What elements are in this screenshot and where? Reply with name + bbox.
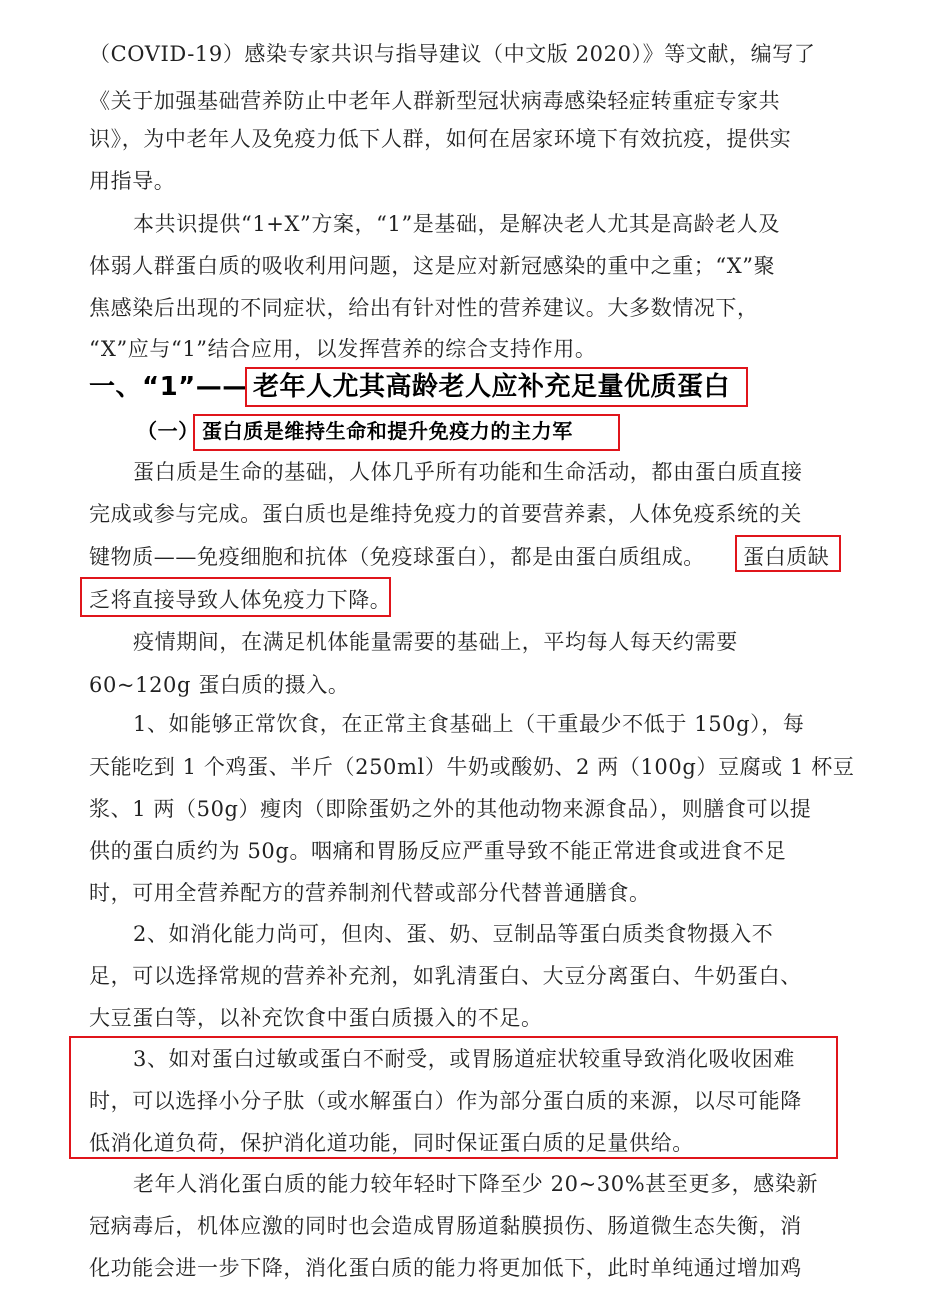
text-line: 供的蛋白质约为 50g。咽痛和胃肠反应严重导致不能正常进食或进食不足: [89, 839, 787, 863]
text-line: 60~120g 蛋白质的摄入。: [89, 673, 350, 697]
text-line: 《关于加强基础营养防止中老年人群新型冠状病毒感染轻症转重症专家共: [89, 89, 781, 113]
text-line: 时，可用全营养配方的营养制剂代替或部分代替普通膳食。: [89, 881, 651, 905]
text-line: 化功能会进一步下降，消化蛋白质的能力将更加低下，此时单纯通过增加鸡: [89, 1256, 802, 1280]
text-line: 大豆蛋白等，以补充饮食中蛋白质摄入的不足。: [89, 1006, 543, 1030]
text-line: 时，可以选择小分子肽（或水解蛋白）作为部分蛋白质的来源，以尽可能降: [89, 1089, 802, 1113]
text-line: 浆、1 两（50g）瘦肉（即除蛋奶之外的其他动物来源食品），则膳食可以提: [89, 797, 812, 821]
text-line: 天能吃到 1 个鸡蛋、半斤（250ml）牛奶或酸奶、2 两（100g）豆腐或 1 杯豆: [89, 755, 855, 779]
text-line: 焦感染后出现的不同症状，给出有针对性的营养建议。大多数情况下，: [89, 296, 759, 320]
text-line: 蛋白质是生命的基础，人体几乎所有功能和生命活动，都由蛋白质直接: [133, 460, 803, 484]
text-line: 2、如消化能力尚可，但肉、蛋、奶、豆制品等蛋白质类食物摄入不: [133, 922, 774, 946]
text-line: 本共识提供“1+X”方案，“1”是基础，是解决老人尤其是高龄老人及: [133, 212, 781, 236]
heading-highlight-text: 蛋白质是维持生命和提升免疫力的主力军: [202, 419, 573, 443]
heading-prefix: 一、“1”——: [89, 372, 249, 402]
text-line: 足，可以选择常规的营养补充剂，如乳清蛋白、大豆分离蛋白、牛奶蛋白、: [89, 964, 802, 988]
section-heading: [0, 367, 932, 407]
text-line: 低消化道负荷，保护消化道功能，同时保证蛋白质的足量供给。: [89, 1131, 694, 1155]
text-line: 冠病毒后，机体应激的同时也会造成胃肠道黏膜损伤、肠道微生态失衡，消: [89, 1214, 802, 1238]
text-line: “X”应与“1”结合应用，以发挥营养的综合支持作用。: [89, 337, 597, 361]
text-line: 用指导。: [89, 169, 176, 193]
subsection-heading: [0, 414, 932, 448]
text-line: 老年人消化蛋白质的能力较年轻时下降至少 20~30%甚至更多，感染新: [133, 1172, 819, 1196]
text-line: 乏将直接导致人体免疫力下降。: [89, 588, 392, 612]
text-line: 识》，为中老年人及免疫力低下人群，如何在居家环境下有效抗疫，提供实: [89, 127, 792, 151]
text-line: 3、如对蛋白过敏或蛋白不耐受，或胃肠道症状较重导致消化吸收困难: [133, 1047, 795, 1071]
heading-prefix: （一）: [137, 419, 199, 443]
text-line: 完成或参与完成。蛋白质也是维持免疫力的首要营养素，人体免疫系统的关: [89, 502, 802, 526]
text-line: 1、如能够正常饮食，在正常主食基础上（干重最少不低于 150g），每: [133, 712, 805, 736]
text-line: 疫情期间，在满足机体能量需要的基础上，平均每人每天约需要: [133, 630, 738, 654]
text-line: （COVID-19）感染专家共识与指导建议（中文版 2020）》等文献，编写了: [89, 42, 816, 66]
text-line: 键物质——免疫细胞和抗体（免疫球蛋白），都是由蛋白质组成。 蛋白质缺: [89, 545, 830, 569]
heading-highlight-text: 老年人尤其高龄老人应补充足量优质蛋白: [253, 372, 731, 402]
text-line: 体弱人群蛋白质的吸收利用问题，这是应对新冠感染的重中之重；“X”聚: [89, 254, 776, 278]
